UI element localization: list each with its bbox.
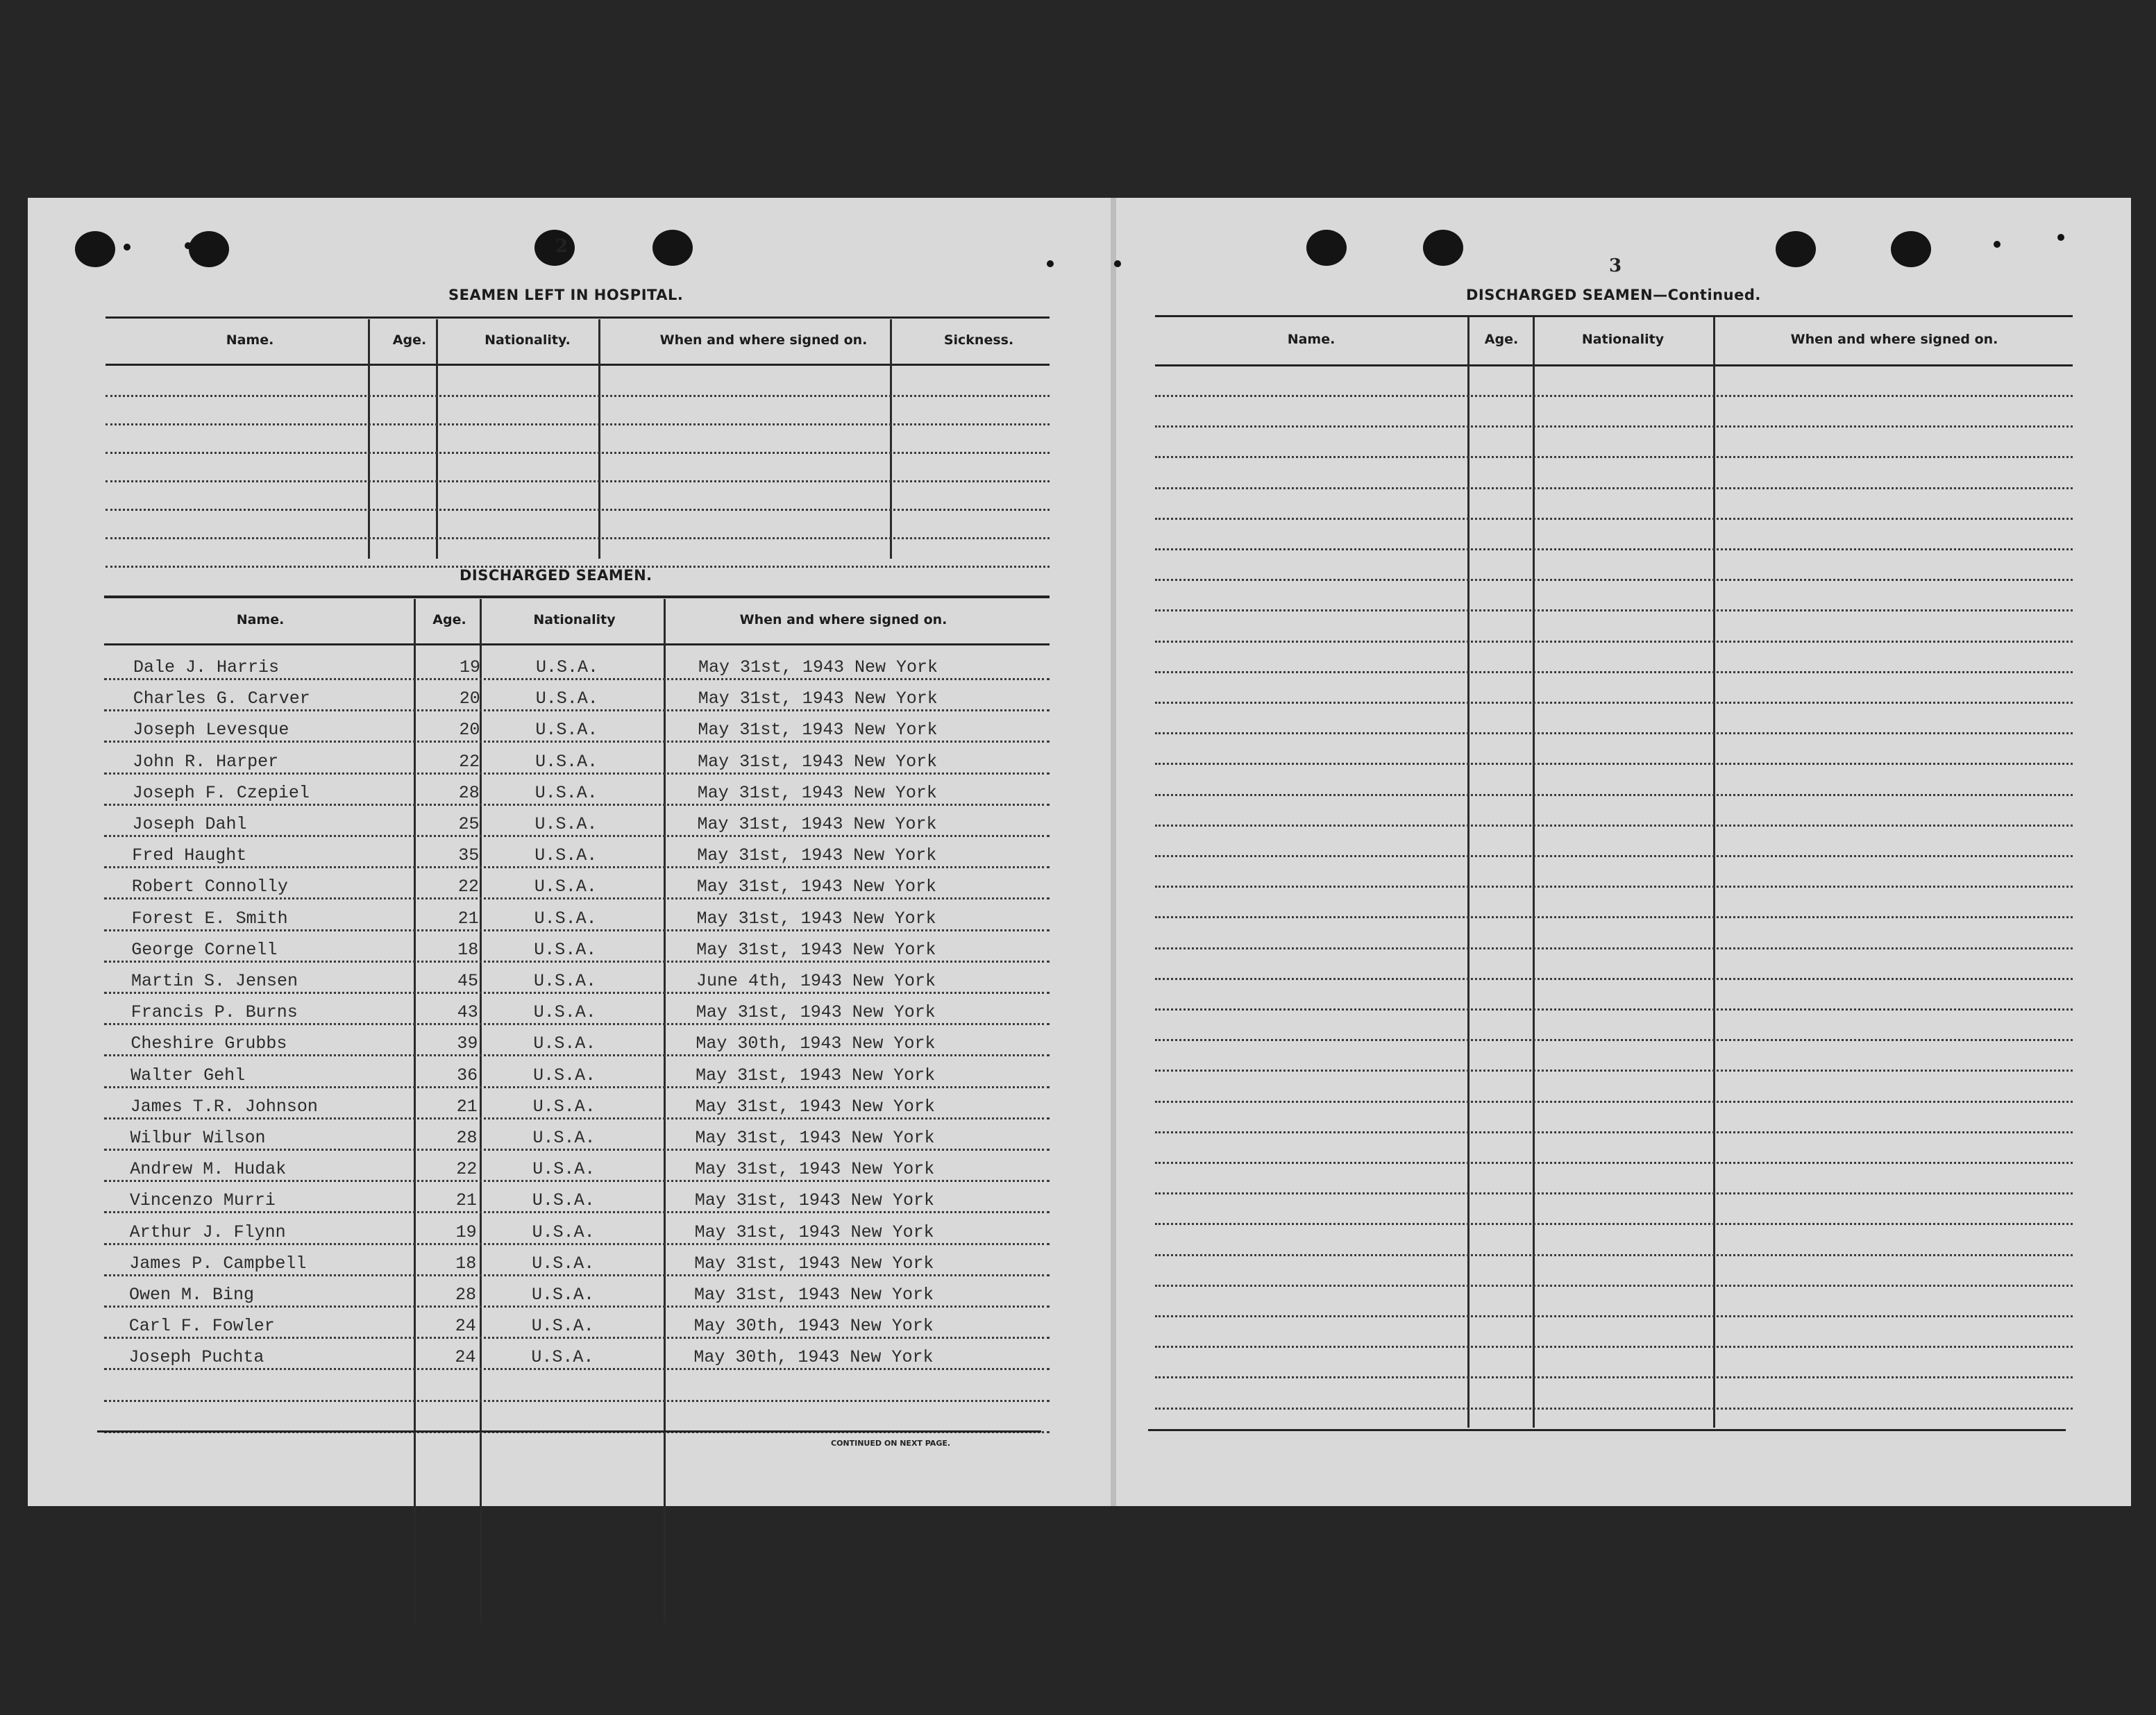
right-col-nationality: Nationality: [1581, 332, 1665, 347]
blank-row-line: [1155, 425, 2073, 428]
crew-name: Vincenzo Murri: [129, 1190, 276, 1211]
discharged-col-signed-on: When and where signed on.: [739, 612, 948, 627]
blank-row-line: [1155, 1008, 2073, 1011]
table-row-line: [104, 929, 1050, 931]
table-row-line: [104, 772, 1050, 775]
table-row-line: [104, 1306, 1050, 1308]
blank-row-line: [1155, 1070, 2073, 1072]
hospital-col-age: Age.: [392, 332, 427, 348]
crew-name: Joseph Dahl: [132, 814, 247, 834]
table-row-line: [104, 992, 1050, 994]
crew-nationality: U.S.A.: [533, 1033, 596, 1054]
crew-nationality: U.S.A.: [533, 1065, 596, 1085]
right-top-rule: [1155, 315, 2073, 317]
table-row-line: [104, 835, 1050, 837]
crew-nationality: U.S.A.: [532, 1253, 595, 1274]
crew-signed-on: May 31st, 1943 New York: [694, 1285, 934, 1305]
blank-row-line: [106, 395, 1050, 397]
crew-age: 28: [455, 1285, 477, 1305]
crew-name: Forest E. Smith: [131, 908, 288, 929]
crew-signed-on: May 31st, 1943 New York: [696, 908, 936, 929]
blank-row-line: [1155, 641, 2073, 643]
crew-signed-on: May 31st, 1943 New York: [695, 1159, 935, 1180]
table-row-line: [104, 709, 1050, 711]
crew-name: John R. Harper: [133, 751, 279, 772]
crew-name: Walter Gehl: [130, 1065, 246, 1085]
blank-row-line: [1155, 978, 2073, 980]
table-row-line: [104, 1054, 1050, 1056]
crew-signed-on: May 30th, 1943 New York: [693, 1316, 934, 1337]
crew-age: 21: [456, 1096, 478, 1117]
crew-name: Martin S. Jensen: [131, 971, 298, 991]
blank-row-line: [1155, 947, 2073, 949]
continued-note: CONTINUED ON NEXT PAGE.: [831, 1439, 951, 1448]
table-row-line: [104, 1149, 1050, 1151]
hospital-col-nationality: Nationality.: [485, 332, 571, 348]
crew-name: Andrew M. Hudak: [130, 1159, 287, 1180]
hospital-col-signed-on: When and where signed on.: [659, 332, 868, 348]
crew-signed-on: May 31st, 1943 New York: [696, 1065, 936, 1085]
crew-nationality: U.S.A.: [536, 657, 599, 677]
crew-age: 36: [457, 1065, 478, 1085]
hospital-col-divider: [368, 319, 370, 559]
crew-nationality: U.S.A.: [534, 908, 597, 929]
blank-row-line: [1155, 1254, 2073, 1256]
crew-age: 22: [459, 751, 480, 772]
discharged-section-title: DISCHARGED SEAMEN.: [460, 567, 652, 584]
hospital-col-name: Name.: [226, 332, 274, 348]
crew-name: Arthur J. Flynn: [129, 1222, 286, 1242]
crew-age: 28: [458, 782, 480, 803]
crew-age: 21: [457, 908, 479, 929]
crew-nationality: U.S.A.: [534, 845, 598, 866]
blank-row-line: [1155, 518, 2073, 520]
discharged-col-nationality: Nationality: [533, 612, 616, 627]
crew-nationality: U.S.A.: [534, 877, 597, 897]
crew-nationality: U.S.A.: [534, 814, 598, 834]
table-row-line: [104, 678, 1050, 680]
blank-row-line: [1155, 1376, 2073, 1378]
crew-signed-on: May 31st, 1943 New York: [694, 1253, 934, 1274]
right-col-divider: [1467, 317, 1469, 1428]
crew-name: George Cornell: [131, 939, 278, 960]
crew-name: James P. Campbell: [129, 1253, 307, 1274]
right-col-divider: [1533, 317, 1535, 1428]
crew-name: Joseph Levesque: [133, 720, 289, 741]
crew-signed-on: May 31st, 1943 New York: [697, 782, 937, 803]
blank-row-line: [1155, 825, 2073, 827]
hospital-section-title: SEAMEN LEFT IN HOSPITAL.: [448, 287, 684, 303]
crew-signed-on: May 31st, 1943 New York: [698, 751, 938, 772]
crew-age: 21: [455, 1190, 477, 1211]
crew-nationality: U.S.A.: [532, 1096, 596, 1117]
crew-signed-on: May 30th, 1943 New York: [696, 1033, 936, 1054]
discharged-col-divider: [664, 599, 666, 1623]
crew-signed-on: May 31st, 1943 New York: [694, 1222, 934, 1242]
crew-nationality: U.S.A.: [532, 1159, 596, 1180]
blank-row-line: [106, 480, 1050, 482]
blank-row-line: [1155, 732, 2073, 734]
crew-age: 35: [458, 845, 480, 866]
table-row-line: [104, 1337, 1050, 1339]
crew-age: 19: [455, 1222, 477, 1242]
crew-nationality: U.S.A.: [532, 1128, 596, 1148]
crew-nationality: U.S.A.: [532, 1285, 595, 1305]
hospital-top-rule: [106, 316, 1050, 319]
right-bottom-rule: [1148, 1429, 2066, 1431]
crew-signed-on: May 31st, 1943 New York: [697, 814, 937, 834]
crew-name: Cheshire Grubbs: [130, 1033, 287, 1054]
hospital-col-sickness: Sickness.: [943, 332, 1014, 348]
crew-nationality: U.S.A.: [533, 1002, 596, 1023]
crew-age: 18: [457, 939, 479, 960]
blank-row-line: [106, 423, 1050, 425]
crew-name: Wilbur Wilson: [130, 1128, 266, 1148]
hospital-col-divider: [436, 319, 438, 559]
blank-row-line: [1155, 1223, 2073, 1225]
crew-age: 25: [458, 814, 480, 834]
document-sheet: [28, 198, 2131, 1506]
blank-row-line: [1155, 1039, 2073, 1041]
crew-nationality: U.S.A.: [535, 720, 598, 741]
blank-row-line: [1155, 702, 2073, 704]
page-number: 2: [555, 236, 569, 257]
crew-name: Fred Haught: [132, 845, 247, 866]
crew-name: Owen M. Bing: [129, 1285, 255, 1305]
table-row-line: [104, 1368, 1050, 1370]
blank-row-line: [1155, 1131, 2073, 1133]
right-col-signed-on: When and where signed on.: [1790, 332, 1998, 347]
crew-signed-on: May 31st, 1943 New York: [696, 1002, 936, 1023]
right-section-title: DISCHARGED SEAMEN—Continued.: [1466, 287, 1761, 303]
crew-age: 45: [457, 971, 479, 991]
table-row-line: [104, 1243, 1050, 1245]
table-row-line: [104, 961, 1050, 963]
blank-row-line: [1155, 1346, 2073, 1348]
discharged-col-divider: [480, 599, 482, 1623]
right-header-rule: [1155, 364, 2073, 366]
crew-age: 24: [455, 1347, 476, 1368]
crew-age: 19: [460, 657, 481, 677]
crew-name: Charles G. Carver: [133, 688, 310, 709]
crew-signed-on: May 30th, 1943 New York: [693, 1347, 934, 1368]
blank-row-line: [1155, 579, 2073, 581]
crew-name: Dale J. Harris: [133, 657, 280, 677]
page-number: 3: [1609, 255, 1622, 276]
crew-name: Joseph F. Czepiel: [132, 782, 310, 803]
table-row-line: [104, 866, 1050, 868]
crew-age: 43: [457, 1002, 478, 1023]
blank-row-line: [104, 1400, 1050, 1402]
crew-nationality: U.S.A.: [531, 1316, 594, 1337]
crew-age: 18: [455, 1253, 477, 1274]
blank-row-line: [1155, 456, 2073, 458]
blank-row-line: [1155, 916, 2073, 918]
discharged-col-divider: [414, 599, 416, 1623]
blank-row-line: [1155, 1162, 2073, 1164]
right-col-name: Name.: [1287, 332, 1336, 347]
crew-signed-on: May 31st, 1943 New York: [698, 720, 938, 741]
crew-nationality: U.S.A.: [534, 782, 598, 803]
crew-signed-on: May 31st, 1943 New York: [697, 845, 937, 866]
blank-row-line: [1155, 855, 2073, 857]
discharged-bottom-rule: [97, 1430, 1041, 1433]
crew-nationality: U.S.A.: [534, 971, 597, 991]
crew-name: Robert Connolly: [131, 877, 288, 897]
discharged-col-age: Age.: [432, 612, 466, 627]
blank-row-line: [106, 537, 1050, 539]
discharged-header-rule: [104, 643, 1050, 645]
blank-row-line: [1155, 1101, 2073, 1103]
crew-signed-on: May 31st, 1943 New York: [695, 1128, 935, 1148]
blank-row-line: [1155, 794, 2073, 796]
crew-age: 20: [459, 720, 480, 741]
blank-row-line: [1155, 671, 2073, 673]
crew-age: 24: [455, 1316, 476, 1337]
discharged-col-name: Name.: [236, 612, 285, 627]
crew-name: Carl F. Fowler: [128, 1316, 275, 1337]
blank-row-line: [1155, 1408, 2073, 1410]
crew-signed-on: May 31st, 1943 New York: [698, 657, 938, 677]
hospital-col-divider: [890, 319, 892, 559]
crew-age: 22: [456, 1159, 478, 1180]
crew-age: 20: [459, 688, 480, 709]
crew-age: 28: [456, 1128, 478, 1148]
crew-age: 22: [457, 877, 479, 897]
table-row-line: [104, 1117, 1050, 1120]
crew-signed-on: May 31st, 1943 New York: [695, 1096, 935, 1117]
table-row-line: [104, 1211, 1050, 1213]
blank-row-line: [1155, 763, 2073, 765]
crew-signed-on: June 4th, 1943 New York: [696, 971, 936, 991]
crew-nationality: U.S.A.: [531, 1347, 594, 1368]
crew-nationality: U.S.A.: [532, 1222, 595, 1242]
crew-age: 39: [457, 1033, 478, 1054]
page-fold: [1111, 198, 1116, 1506]
table-row-line: [104, 1274, 1050, 1276]
blank-row-line: [1155, 1285, 2073, 1287]
crew-nationality: U.S.A.: [535, 751, 598, 772]
table-row-line: [104, 1086, 1050, 1088]
crew-signed-on: May 31st, 1943 New York: [698, 688, 938, 709]
right-col-divider: [1713, 317, 1715, 1428]
left-page: [28, 198, 1111, 1506]
table-row-line: [104, 1180, 1050, 1182]
crew-signed-on: May 31st, 1943 New York: [694, 1190, 934, 1211]
crew-signed-on: May 31st, 1943 New York: [696, 939, 936, 960]
blank-row-line: [106, 452, 1050, 454]
table-row-line: [104, 897, 1050, 899]
crew-nationality: U.S.A.: [532, 1190, 595, 1211]
table-row-line: [104, 804, 1050, 806]
table-row-line: [104, 741, 1050, 743]
blank-row-line: [1155, 395, 2073, 397]
blank-row-line: [1155, 1192, 2073, 1194]
blank-row-line: [1155, 609, 2073, 611]
crew-nationality: U.S.A.: [534, 939, 597, 960]
blank-row-line: [1155, 548, 2073, 550]
hospital-col-divider: [598, 319, 600, 559]
discharged-top-rule: [104, 595, 1050, 598]
crew-name: Joseph Puchta: [128, 1347, 264, 1368]
crew-signed-on: May 31st, 1943 New York: [696, 877, 936, 897]
crew-nationality: U.S.A.: [535, 688, 598, 709]
hospital-header-rule: [106, 364, 1050, 366]
table-row-line: [104, 1023, 1050, 1025]
blank-row-line: [1155, 487, 2073, 489]
crew-name: Francis P. Burns: [130, 1002, 298, 1023]
crew-name: James T.R. Johnson: [130, 1096, 318, 1117]
right-col-age: Age.: [1484, 332, 1519, 347]
right-page: [1116, 198, 2131, 1506]
blank-row-line: [1155, 1315, 2073, 1317]
blank-row-line: [1155, 886, 2073, 888]
blank-row-line: [106, 509, 1050, 511]
